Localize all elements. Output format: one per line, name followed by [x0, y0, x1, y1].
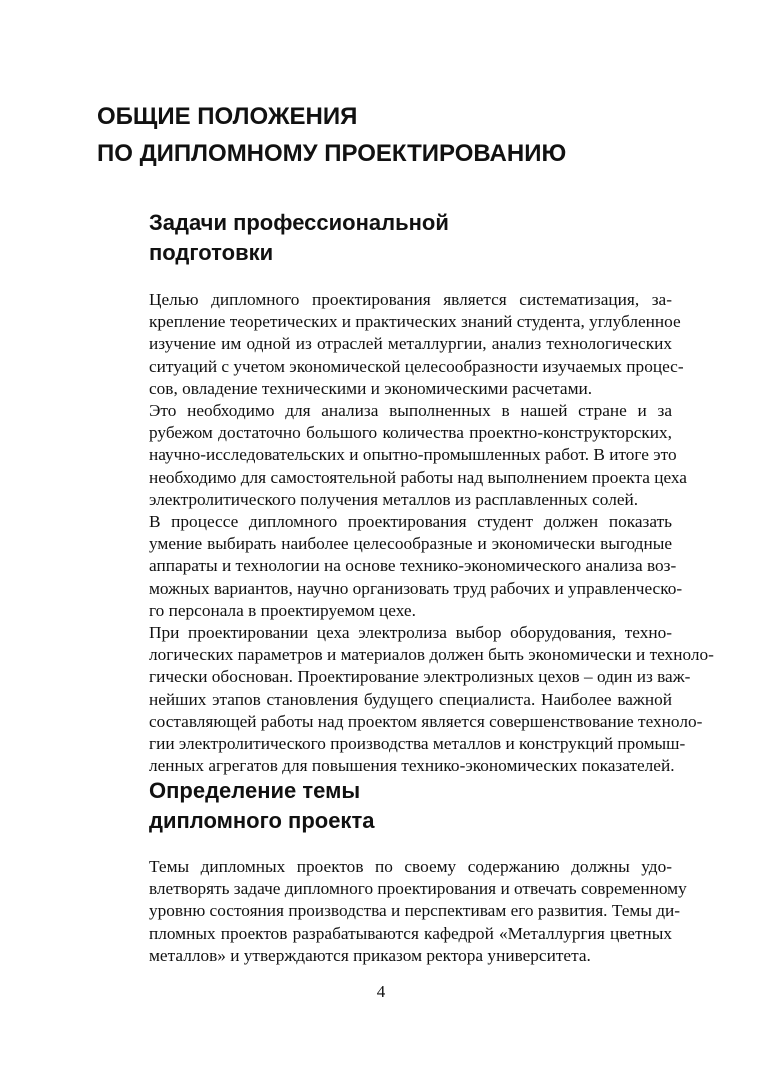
text-line: Темы дипломных проектов по своему содержанию должны удо- [149, 857, 672, 876]
section-body-tasks [97, 289, 714, 777]
text-line: можных вариантов, научно организовать труд рабочих и управленческо- [149, 578, 683, 598]
text-line: При проектировании цеха электролиза выбор оборудования, техно- [149, 623, 672, 643]
text-line: логических параметров и материалов должен быть экономически и техноло- [149, 645, 714, 665]
text-line: нейших этапов становления будущего специалиста. Наиболее важной [149, 689, 672, 709]
page-number: 4 [376, 982, 386, 1001]
text-line: гически обоснован. Проектирование электролизных цехов – один из важ- [149, 667, 691, 687]
section-heading-line: подготовки [149, 240, 274, 265]
text-line: уровню состояния производства и перспективам его развития. Темы ди- [149, 901, 681, 921]
section-body-topic [97, 856, 687, 967]
paragraph [97, 289, 684, 400]
section-heading-topic [149, 776, 669, 836]
section-heading-tasks [149, 208, 669, 268]
text-line: гии электролитического производства металлов и конструкций промыш- [149, 734, 686, 754]
text-line: составляющей работы над проектом является совершенствование техноло- [149, 711, 703, 731]
text-line: изучение им одной из отраслей металлургии, анализ технологических [149, 334, 672, 354]
chapter-heading-line-2: ПО ДИПЛОМНОМУ ПРОЕКТИРОВАНИЮ [97, 140, 567, 167]
text-line: аппараты и технологии на основе технико-экономического анализа воз- [149, 556, 677, 576]
chapter-heading [97, 98, 697, 172]
chapter-heading-line-1: ОБЩИЕ ПОЛОЖЕНИЯ [97, 103, 358, 130]
text-line: пломных проектов разрабатываются кафедрой «Металлургия цветных [149, 923, 672, 943]
text-line: научно-исследовательских и опытно-промышленных работ. В итоге это [149, 445, 677, 465]
text-line: сов, овладение техническими и экономическими расчетами. [149, 378, 593, 398]
text-line: необходимо для самостоятельной работы над выполнением проекта цеха [149, 467, 687, 487]
text-line: металлов» и утверждаются приказом ректора университета. [149, 945, 591, 965]
text-line: влетворять задаче дипломного проектирования и отвечать современному [149, 879, 687, 899]
section-heading-line: дипломного проекта [149, 808, 375, 833]
text-line: Целью дипломного проектирования является систематизация, за- [149, 290, 672, 309]
text-line: го персонала в проектируемом цехе. [149, 600, 416, 620]
paragraph [97, 511, 683, 622]
text-line: крепление теоретических и практических знаний студента, углубленное [149, 312, 681, 332]
paragraph [97, 856, 687, 967]
text-line: рубежом достаточно большого количества проектно-конструкторских, [149, 423, 672, 443]
text-line: ленных агрегатов для повышения технико-экономических показателей. [149, 756, 675, 776]
paragraph [97, 622, 714, 777]
paragraph [97, 400, 687, 511]
text-line: В процессе дипломного проектирования студент должен показать [149, 512, 672, 532]
text-line: ситуаций с учетом экономической целесообразности изучаемых процес- [149, 356, 684, 376]
text-line: умение выбирать наиболее целесообразные и экономически выгодные [149, 534, 672, 554]
section-heading-line: Определение темы [149, 778, 361, 803]
text-line: Это необходимо для анализа выполненных в нашей стране и за [149, 401, 672, 421]
section-heading-line: Задачи профессиональной [149, 210, 449, 235]
text-line: электролитического получения металлов из расплавленных солей. [149, 489, 639, 509]
